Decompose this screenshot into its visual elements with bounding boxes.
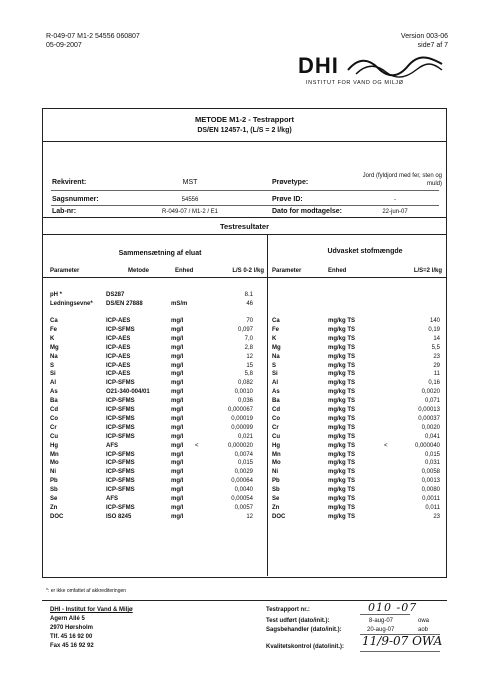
cell-param2: Sb: [272, 487, 280, 494]
cell-metode: ICP-SFMS: [106, 424, 135, 431]
conductivity-enhed: mS/m: [171, 301, 188, 307]
cell-value: 12: [246, 353, 253, 360]
cell-enhed2: mg/kg TS: [328, 496, 356, 502]
cell-enhed: mg/l: [171, 496, 184, 502]
cell-param2: Na: [272, 353, 280, 360]
cell-metode: O21-340-004/01: [106, 389, 150, 396]
cell-enhed: mg/l: [171, 326, 184, 333]
table-row: [43, 317, 446, 326]
cell-metode: ICP-SFMS: [106, 460, 135, 467]
cell-enhed: mg/l: [171, 424, 184, 431]
cell-param2: Cd: [272, 407, 280, 413]
cell-enhed2: mg/kg TS: [328, 424, 356, 431]
cell-param2: K: [272, 335, 277, 342]
test-udfort-label: Test udført (dato/init.):: [266, 618, 330, 624]
header-enhed-2: Enhed: [328, 268, 347, 274]
cell-param2: Co: [272, 415, 280, 422]
footer-address2: 2970 Hørsholm: [50, 625, 94, 631]
footer-org: DHI - Institut for Vand & Miljø: [50, 607, 133, 613]
cell-enhed2: mg/kg TS: [328, 326, 356, 333]
header-metode: Metode: [128, 268, 149, 274]
cell-param: Fe: [50, 326, 58, 333]
prove-id-label: Prøve ID:: [272, 196, 303, 203]
cell-value: 5,8: [244, 371, 253, 378]
cell-enhed: mg/l: [171, 318, 184, 324]
cell-value2: 11: [433, 371, 440, 378]
table-row: [43, 406, 446, 415]
cell-value: 0,0040: [234, 487, 253, 494]
cell-value2: 0,031: [424, 460, 440, 467]
cell-value: 0,0010: [234, 389, 253, 396]
sagsbehandler-init: aob: [418, 627, 429, 633]
table-row: [43, 513, 446, 522]
cell-metode: ICP-AES: [106, 318, 131, 324]
table-row: [43, 442, 446, 451]
cell-value2: 0,071: [424, 398, 440, 405]
table-row: [43, 388, 446, 397]
ph-block: [43, 291, 267, 311]
ph-metode: DS287: [106, 292, 125, 298]
cell-value: 70: [246, 318, 253, 324]
table-row: [43, 495, 446, 504]
cell-param: Mo: [50, 460, 59, 467]
cell-value: 0,082: [237, 380, 253, 387]
cell-param: Al: [50, 380, 56, 387]
report-title: METODE M1-2 - Testrapport: [195, 115, 294, 124]
cell-value2: 0,16: [428, 380, 440, 387]
right-group-title: Udvasket stofmængde: [327, 248, 403, 255]
cell-param2: Se: [272, 496, 280, 502]
table-row: [43, 433, 446, 442]
cell-param: As: [50, 389, 58, 396]
kvalitet-value: 11/9-07 OWA: [362, 634, 443, 648]
lab-nr-value: R-049-07 / M1-2 / E1: [161, 209, 219, 215]
dhi-logo: [298, 54, 448, 94]
cell-lt2: <: [384, 442, 388, 449]
cell-param2: Hg: [272, 442, 280, 449]
cell-param: Na: [50, 353, 58, 360]
cell-value2: 0,041: [424, 433, 440, 440]
cell-metode: ICP-SFMS: [106, 478, 135, 485]
cell-param: Cd: [50, 407, 58, 413]
divider: [51, 205, 439, 206]
cell-metode: ICP-SFMS: [106, 380, 135, 387]
table-row: [43, 451, 446, 460]
cell-enhed: mg/l: [171, 362, 184, 369]
cell-metode: ICP-AES: [106, 353, 131, 360]
divider: [43, 141, 446, 142]
cell-value: 0,0074: [234, 451, 253, 458]
rekvirent-value: MST: [182, 179, 198, 186]
conductivity-metode: DS/EN 27888: [106, 301, 143, 307]
cell-enhed: mg/l: [171, 451, 184, 458]
conductivity-row: [43, 300, 267, 309]
cell-value2: 29: [433, 362, 440, 369]
test-udfort-init: owa: [418, 618, 430, 624]
cell-metode: ICP-SFMS: [106, 433, 135, 440]
cell-value2: 140: [429, 318, 440, 324]
cell-value: 0,015: [237, 460, 253, 467]
report-subtitle: DS/EN 12457-1, (L/S = 2 l/kg): [197, 127, 292, 134]
report-reference: R-049-07 M1-2 54556 060807: [46, 33, 140, 40]
table-row: [43, 468, 446, 477]
cell-metode: ICP-SFMS: [106, 451, 135, 458]
conductivity-value: 46: [246, 301, 253, 307]
cell-param2: Ca: [272, 318, 280, 324]
cell-metode: ICP-AES: [106, 344, 131, 351]
cell-metode: ICP-SFMS: [106, 504, 135, 511]
ph-value: 8.1: [244, 292, 253, 298]
cell-enhed: mg/l: [171, 353, 184, 360]
cell-value2: 5,5: [431, 344, 440, 351]
sagsnummer-value: 54556: [181, 197, 199, 203]
cell-metode: ICP-AES: [106, 371, 131, 378]
cell-metode: AFS: [106, 496, 118, 502]
cell-value: 0,021: [237, 433, 253, 440]
footer-fax: Fax 45 16 92 92: [50, 643, 94, 649]
cell-param2: Zn: [272, 504, 280, 511]
cell-enhed2: mg/kg TS: [328, 504, 356, 511]
version-label: Version 003-06: [400, 33, 448, 40]
cell-enhed2: mg/kg TS: [328, 433, 356, 440]
table-row: [43, 379, 446, 388]
cell-value2: 0,00013: [418, 407, 440, 413]
divider: [43, 234, 446, 235]
header-ls-right: L/S=2 l/kg: [413, 268, 442, 274]
cell-param2: Ni: [272, 469, 278, 476]
kvalitet-label: Kvalitetskontrol (dato/init.):: [266, 644, 344, 650]
cell-enhed2: mg/kg TS: [328, 407, 356, 413]
cell-enhed: mg/l: [171, 513, 184, 520]
cell-param: Ca: [50, 318, 58, 324]
cell-value: 0,0029: [234, 469, 253, 476]
table-row: [43, 504, 446, 513]
cell-param: Mn: [50, 451, 59, 458]
cell-value: 15: [246, 362, 253, 369]
table-row: [43, 477, 446, 486]
table-row: [43, 353, 446, 362]
cell-enhed: mg/l: [171, 487, 184, 494]
cell-enhed2: mg/kg TS: [328, 335, 356, 342]
divider: [43, 277, 446, 278]
cell-value: 2,8: [244, 344, 253, 351]
cell-value2: 23: [433, 513, 440, 520]
cell-param2: Cr: [272, 424, 279, 431]
cell-value2: 0,000040: [414, 442, 440, 449]
rekvirent-label: Rekvirent:: [52, 179, 87, 186]
footnote: *: er ikke omfattet af akkrediteringen: [46, 588, 127, 594]
cell-value2: 0,19: [428, 326, 440, 333]
cell-enhed: mg/l: [171, 433, 184, 440]
cell-param2: Pb: [272, 478, 280, 485]
header-enhed: Enhed: [175, 268, 194, 274]
table-row: [43, 415, 446, 424]
cell-param: Si: [50, 371, 56, 378]
conductivity-param: Ledningsevne*: [50, 301, 93, 307]
header-parameter: Parameter: [50, 268, 80, 274]
cell-param2: Al: [272, 380, 278, 387]
table-row: [43, 344, 446, 353]
cell-value: 12: [246, 513, 253, 520]
divider: [360, 614, 410, 615]
footer-tlf: Tlf. 45 16 92 00: [50, 634, 93, 640]
cell-lt: <: [195, 442, 199, 449]
cell-enhed: mg/l: [171, 389, 184, 396]
cell-enhed: mg/l: [171, 478, 184, 485]
cell-enhed2: mg/kg TS: [328, 451, 356, 458]
header-parameter-2: Parameter: [272, 268, 302, 274]
cell-param: Cr: [50, 424, 57, 431]
cell-metode: ICP-SFMS: [106, 326, 135, 333]
cell-value: 0,00064: [231, 478, 253, 485]
testrapport-label: Testrapport nr.:: [266, 607, 310, 613]
cell-enhed2: mg/kg TS: [328, 353, 356, 360]
cell-enhed2: mg/kg TS: [328, 513, 356, 520]
cell-enhed: mg/l: [171, 442, 184, 449]
table-row: [43, 397, 446, 406]
results-table: [43, 317, 446, 527]
ph-row: [43, 291, 267, 300]
cell-value2: 0,015: [424, 451, 440, 458]
cell-metode: ICP-SFMS: [106, 415, 135, 422]
cell-param2: S: [272, 362, 277, 369]
dato-modtagelse-label: Dato for modtagelse:: [272, 208, 343, 215]
cell-value: 0,0057: [234, 504, 253, 511]
cell-param2: Mn: [272, 451, 281, 458]
logo-text: DHI: [298, 53, 339, 78]
report-date: 05-09-2007: [46, 42, 82, 49]
cell-enhed: mg/l: [171, 335, 184, 342]
cell-enhed2: mg/kg TS: [328, 389, 356, 396]
cell-param2: Fe: [272, 326, 280, 333]
divider: [51, 190, 439, 191]
cell-enhed: mg/l: [171, 398, 184, 405]
cell-value2: 0,00037: [418, 415, 440, 422]
cell-param2: Mg: [272, 344, 281, 351]
cell-param2: Ba: [272, 398, 280, 405]
divider: [43, 217, 446, 218]
cell-enhed: mg/l: [171, 415, 184, 422]
table-row: [43, 326, 446, 335]
cell-enhed: mg/l: [171, 504, 184, 511]
cell-metode: ICP-SFMS: [106, 398, 135, 405]
cell-param: Zn: [50, 504, 58, 511]
table-row: [43, 459, 446, 468]
cell-enhed: mg/l: [171, 469, 184, 476]
footer-address1: Agern Allé 5: [50, 616, 85, 622]
cell-param2: Si: [272, 371, 278, 378]
divider: [360, 651, 440, 652]
cell-enhed2: mg/kg TS: [328, 469, 356, 476]
cell-value: 0,097: [237, 326, 253, 333]
cell-metode: ICP-SFMS: [106, 487, 135, 494]
cell-param2: Mo: [272, 460, 281, 467]
cell-param: Hg: [50, 442, 58, 449]
cell-value: 7,0: [244, 335, 253, 342]
sagsbehandler-date: 20-aug-07: [367, 627, 395, 633]
cell-enhed2: mg/kg TS: [328, 371, 356, 378]
cell-value: 0,000020: [227, 442, 253, 449]
page-number: side7 af 7: [417, 42, 448, 49]
cell-enhed: mg/l: [171, 460, 184, 467]
wave-icon: [346, 56, 446, 78]
logo-tagline: INSTITUT FOR VAND OG MILJØ: [306, 80, 404, 86]
cell-param: Co: [50, 415, 58, 422]
cell-value2: 23: [433, 353, 440, 360]
cell-metode: ISO 8245: [106, 513, 132, 520]
cell-value2: 0,011: [425, 504, 440, 511]
cell-enhed2: mg/kg TS: [328, 442, 356, 449]
cell-enhed: mg/l: [171, 344, 184, 351]
cell-enhed: mg/l: [171, 371, 184, 378]
table-row: [43, 335, 446, 344]
cell-enhed2: mg/kg TS: [328, 478, 356, 485]
cell-value: 0,00019: [231, 415, 253, 422]
dato-modtagelse-value: 22-jun-07: [382, 209, 408, 215]
cell-param: Sb: [50, 487, 58, 494]
cell-enhed2: mg/kg TS: [328, 460, 356, 467]
sagsbehandler-label: Sagsbehandler (dato/init.):: [266, 627, 342, 633]
cell-enhed2: mg/kg TS: [328, 318, 356, 324]
cell-enhed: mg/l: [171, 407, 184, 413]
testrapport-value: 010 -07: [368, 601, 418, 614]
cell-enhed: mg/l: [171, 380, 184, 387]
cell-value2: 0,0080: [421, 487, 440, 494]
results-title: Testresultater: [219, 222, 270, 231]
cell-enhed2: mg/kg TS: [328, 380, 356, 387]
cell-param: S: [50, 362, 55, 369]
cell-value: 0,000067: [227, 407, 253, 413]
cell-enhed2: mg/kg TS: [328, 344, 356, 351]
test-udfort-date: 8-aug-07: [369, 618, 394, 624]
cell-metode: AFS: [106, 442, 118, 449]
sagsnummer-label: Sagsnummer:: [52, 196, 99, 203]
cell-param: Ba: [50, 398, 58, 405]
cell-enhed2: mg/kg TS: [328, 398, 356, 405]
provetype-value: Jord (fyldjord med fer, sten og muld): [362, 173, 442, 187]
cell-param2: As: [272, 389, 280, 396]
cell-value: 0,036: [237, 398, 253, 405]
table-row: [43, 370, 446, 379]
cell-metode: ICP-AES: [106, 335, 131, 342]
cell-metode: ICP-AES: [106, 362, 131, 369]
cell-param: DOC: [50, 513, 64, 520]
cell-param2: Cu: [272, 433, 280, 440]
cell-metode: ICP-SFMS: [106, 407, 135, 413]
cell-value2: 0,0020: [421, 389, 440, 396]
cell-param: Ni: [50, 469, 56, 476]
table-row: [43, 362, 446, 371]
cell-value: 0,00054: [231, 496, 253, 502]
header-ls-left: L/S 0-2 l/kg: [232, 268, 264, 274]
cell-value2: 0,0020: [421, 424, 440, 431]
cell-value2: 0,0013: [421, 478, 440, 485]
cell-param: K: [50, 335, 55, 342]
ph-param: pH *: [50, 292, 62, 298]
cell-enhed2: mg/kg TS: [328, 487, 356, 494]
cell-param2: DOC: [272, 513, 286, 520]
cell-enhed2: mg/kg TS: [328, 415, 356, 422]
cell-value: 0,00099: [231, 424, 253, 431]
provetype-label: Prøvetype:: [272, 179, 309, 186]
cell-enhed2: mg/kg TS: [328, 362, 356, 369]
cell-param: Pb: [50, 478, 58, 485]
prove-id-value: -: [394, 197, 396, 203]
cell-param: Cu: [50, 433, 58, 440]
cell-metode: ICP-SFMS: [106, 469, 135, 476]
cell-param: Mg: [50, 344, 59, 351]
table-row: [43, 486, 446, 495]
cell-value2: 0,0011: [422, 496, 440, 502]
left-group-title: Sammensætning af eluat: [118, 250, 202, 257]
cell-value2: 14: [433, 335, 440, 342]
table-row: [43, 424, 446, 433]
cell-value2: 0,0058: [421, 469, 440, 476]
cell-param: Se: [50, 496, 58, 502]
lab-nr-label: Lab-nr:: [52, 208, 77, 215]
